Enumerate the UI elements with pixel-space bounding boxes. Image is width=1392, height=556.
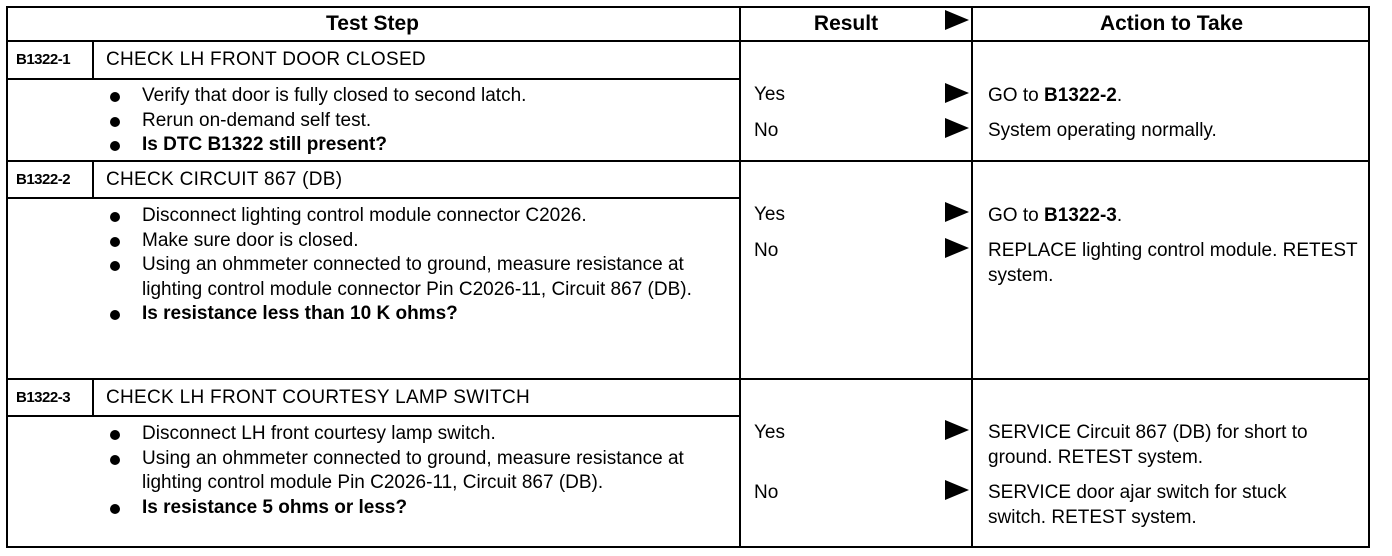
column-divider-action — [971, 6, 973, 548]
result-yes: Yes — [754, 84, 785, 105]
header-divider — [6, 40, 1370, 42]
instruction-question: Is resistance 5 ohms or less? — [108, 496, 708, 521]
result-no: No — [754, 120, 779, 141]
action-text: SERVICE Circuit 867 (DB) for short to ground. RETEST system. — [988, 422, 1308, 468]
step-instructions — [108, 422, 708, 520]
step-id: B1322-2 — [16, 171, 71, 188]
action-text: GO to B1322-2. — [988, 85, 1123, 106]
result-arrow-icon — [945, 480, 969, 500]
step-title: CHECK LH FRONT COURTESY LAMP SWITCH — [106, 387, 530, 408]
action-text: SERVICE door ajar switch for stuck switch. RETEST system. — [988, 482, 1287, 528]
step-title-underline — [6, 78, 739, 80]
row-divider — [6, 160, 1370, 162]
step-instructions — [108, 204, 718, 327]
action-text: System operating normally. — [988, 120, 1217, 141]
step-id-divider — [92, 40, 94, 78]
result-arrow-icon — [945, 420, 969, 440]
instruction-question: Is resistance less than 10 K ohms? — [108, 302, 718, 327]
result-arrow-icon — [945, 83, 969, 103]
result-arrow-icon — [945, 238, 969, 258]
instruction-item: Disconnect lighting control module connector C2026. — [108, 204, 662, 229]
step-instructions — [108, 84, 708, 158]
instruction-item: Verify that door is fully closed to second latch. — [108, 84, 708, 109]
result-yes: Yes — [754, 204, 785, 225]
step-id-divider — [92, 160, 94, 198]
instruction-item: Make sure door is closed. — [108, 229, 718, 254]
step-title-underline — [6, 197, 739, 199]
result-arrow-icon — [945, 118, 969, 138]
action-text: GO to B1322-3. — [988, 205, 1123, 226]
step-title: CHECK CIRCUIT 867 (DB) — [106, 169, 343, 190]
step-id: B1322-1 — [16, 51, 71, 68]
result-yes: Yes — [754, 422, 785, 443]
step-title: CHECK LH FRONT DOOR CLOSED — [106, 49, 426, 70]
instruction-item: Using an ohmmeter connected to ground, measure resistance at lighting control module Pin C2026-11, Circuit 867 (DB). — [108, 447, 702, 496]
step-reference: B1322-3 — [1043, 205, 1117, 226]
header-action: Action to Take — [1099, 12, 1244, 35]
header-arrow-icon — [945, 10, 969, 30]
row-divider — [6, 378, 1370, 380]
header-test-step: Test Step — [326, 12, 419, 35]
step-id: B1322-3 — [16, 389, 71, 406]
instruction-item: Using an ohmmeter connected to ground, measure resistance at lighting control module connector Pin C2026-11, Circuit 867 (DB). — [108, 253, 722, 302]
instruction-question: Is DTC B1322 still present? — [108, 133, 708, 158]
column-divider-result — [739, 6, 741, 548]
action-text: REPLACE lighting control module. RETEST system. — [988, 240, 1358, 286]
step-id-divider — [92, 378, 94, 416]
step-title-underline — [6, 415, 739, 417]
instruction-item: Disconnect LH front courtesy lamp switch. — [108, 422, 708, 447]
result-no: No — [754, 482, 779, 503]
step-reference: B1322-2 — [1043, 85, 1117, 106]
header-result: Result — [813, 12, 879, 35]
result-no: No — [754, 240, 779, 261]
instruction-item: Rerun on-demand self test. — [108, 109, 708, 134]
result-arrow-icon — [945, 202, 969, 222]
